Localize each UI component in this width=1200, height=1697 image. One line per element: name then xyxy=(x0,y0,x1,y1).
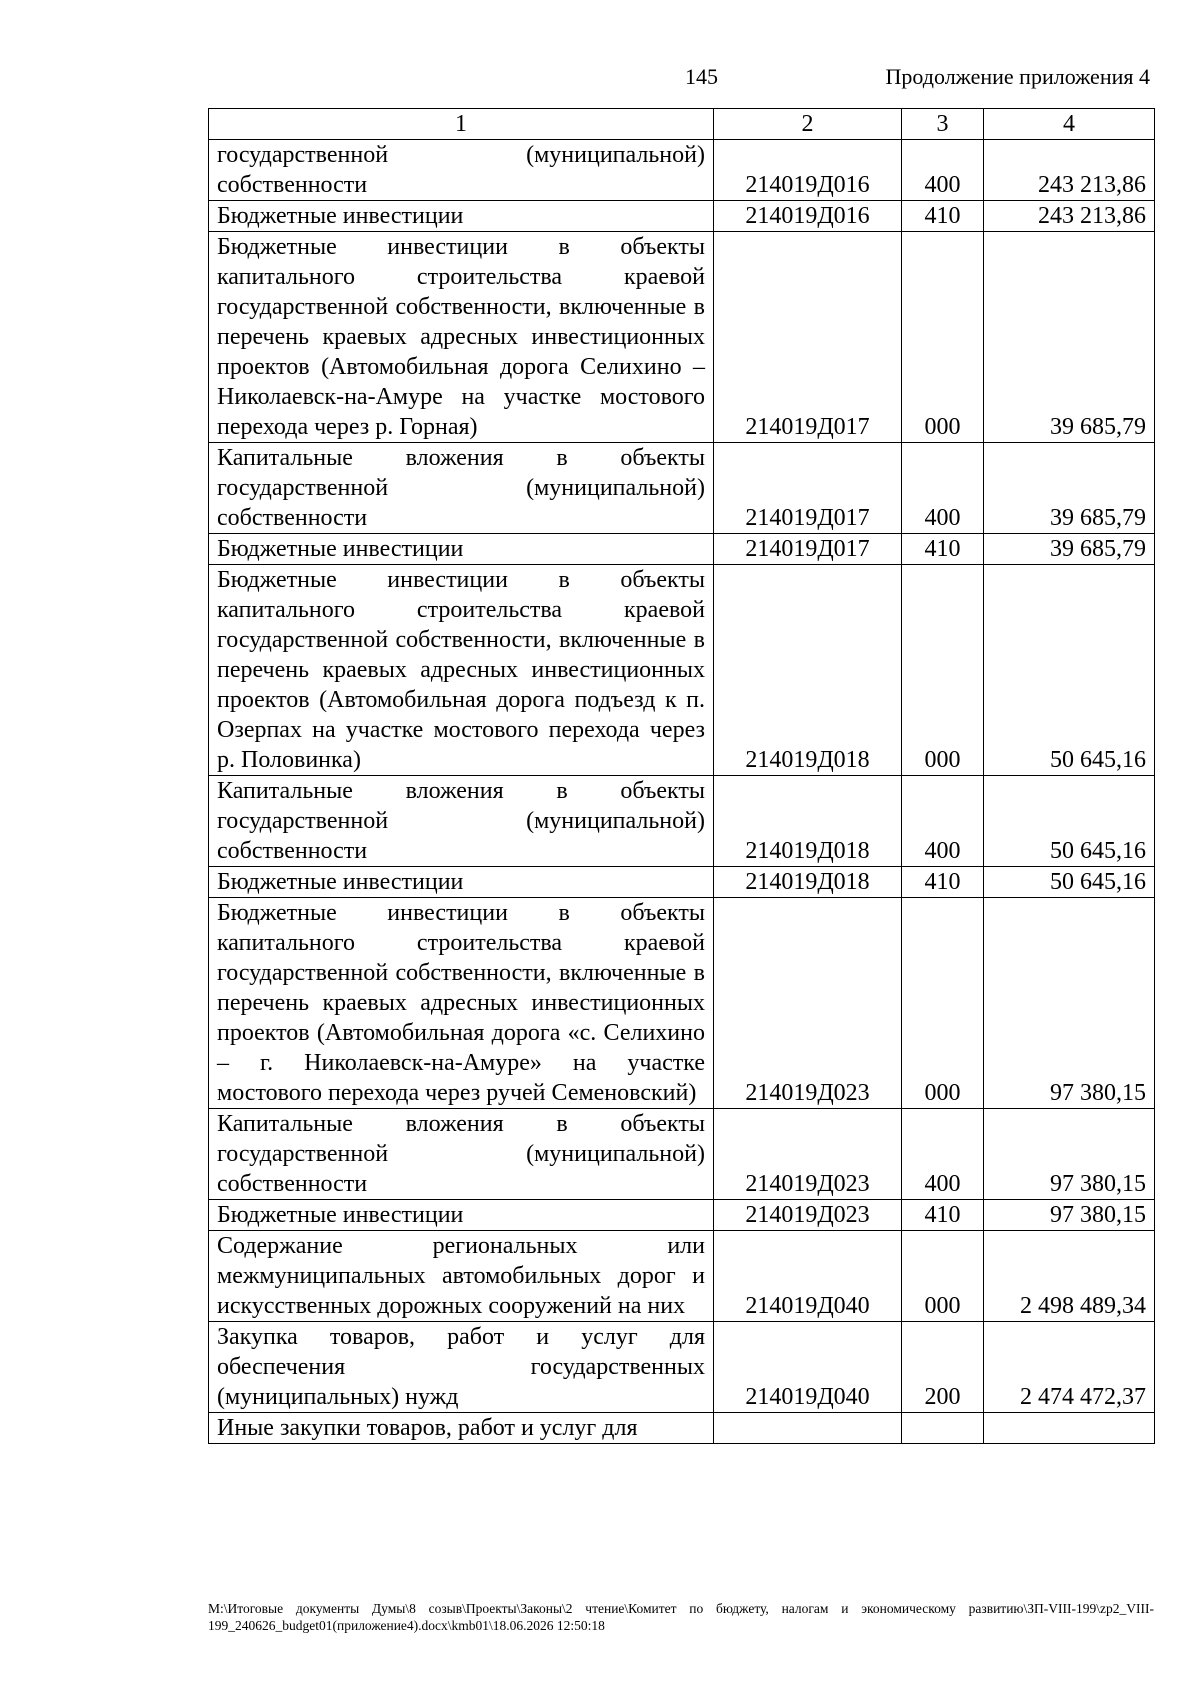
row-amount: 39 685,79 xyxy=(984,443,1155,534)
continuation-label: Продолжение приложения 4 xyxy=(885,64,1150,89)
row-type: 410 xyxy=(902,201,984,232)
row-code xyxy=(714,1413,902,1444)
row-code: 214019Д016 xyxy=(714,140,902,201)
table-row xyxy=(209,1109,1155,1200)
row-code: 214019Д017 xyxy=(714,534,902,565)
table-row xyxy=(209,201,1155,232)
row-type: 200 xyxy=(902,1322,984,1413)
row-amount: 97 380,15 xyxy=(984,1109,1155,1200)
row-type: 400 xyxy=(902,443,984,534)
row-amount: 243 213,86 xyxy=(984,140,1155,201)
row-code: 214019Д017 xyxy=(714,443,902,534)
table-row xyxy=(209,1322,1155,1413)
table-row xyxy=(209,776,1155,867)
row-code: 214019Д018 xyxy=(714,867,902,898)
row-amount: 39 685,79 xyxy=(984,232,1155,443)
row-code: 214019Д018 xyxy=(714,776,902,867)
row-name: Капитальные вложения в объекты государственной (муниципальной) собственности xyxy=(209,776,714,867)
document-path-footer: М:\Итоговые документы Думы\8 созыв\Проекты\Законы\2 чтение\Комитет по бюджету, налогам и экономическому развитию\ЗП-VIII-199\zp2_VIII-199_240626_budget01(приложение4).docx\kmb01\18.06.2026 12:50:18 xyxy=(208,1601,1154,1633)
row-name: Бюджетные инвестиции xyxy=(209,201,714,232)
row-amount: 2 474 472,37 xyxy=(984,1322,1155,1413)
row-name: Бюджетные инвестиции xyxy=(209,1200,714,1231)
column-header-3: 3 xyxy=(902,109,984,140)
table-row xyxy=(209,898,1155,1109)
row-code: 214019Д016 xyxy=(714,201,902,232)
table-row xyxy=(209,1200,1155,1231)
row-type: 410 xyxy=(902,534,984,565)
row-type: 000 xyxy=(902,232,984,443)
row-name: Капитальные вложения в объекты государственной (муниципальной) собственности xyxy=(209,443,714,534)
row-amount: 39 685,79 xyxy=(984,534,1155,565)
column-header-1: 1 xyxy=(209,109,714,140)
table-row xyxy=(209,1413,1155,1444)
row-amount: 97 380,15 xyxy=(984,1200,1155,1231)
row-code: 214019Д023 xyxy=(714,1200,902,1231)
budget-table xyxy=(208,108,1155,1444)
row-code: 214019Д018 xyxy=(714,565,902,776)
row-type: 400 xyxy=(902,776,984,867)
row-amount: 50 645,16 xyxy=(984,867,1155,898)
row-name: государственной (муниципальной) собственности xyxy=(209,140,714,201)
row-type: 400 xyxy=(902,140,984,201)
row-code: 214019Д040 xyxy=(714,1231,902,1322)
row-type xyxy=(902,1413,984,1444)
column-header-4: 4 xyxy=(984,109,1155,140)
row-type: 400 xyxy=(902,1109,984,1200)
table-row xyxy=(209,565,1155,776)
row-name: Бюджетные инвестиции в объекты капитального строительства краевой государственной собственности, включенные в перечень краевых адресных инвестиционных проектов (Автомобильная дорога Селихино – Николаевск-на-Амуре на участке мостового перехода через р. Горная) xyxy=(209,232,714,443)
row-code: 214019Д023 xyxy=(714,898,902,1109)
row-code: 214019Д023 xyxy=(714,1109,902,1200)
table-row xyxy=(209,232,1155,443)
row-type: 410 xyxy=(902,867,984,898)
row-type: 000 xyxy=(902,898,984,1109)
row-amount: 243 213,86 xyxy=(984,201,1155,232)
row-amount: 50 645,16 xyxy=(984,565,1155,776)
table-row xyxy=(209,1231,1155,1322)
table-row xyxy=(209,867,1155,898)
row-type: 000 xyxy=(902,1231,984,1322)
row-type: 410 xyxy=(902,1200,984,1231)
table-row xyxy=(209,443,1155,534)
row-amount: 50 645,16 xyxy=(984,776,1155,867)
row-name: Бюджетные инвестиции xyxy=(209,867,714,898)
row-code: 214019Д017 xyxy=(714,232,902,443)
row-amount: 2 498 489,34 xyxy=(984,1231,1155,1322)
row-name: Бюджетные инвестиции в объекты капитального строительства краевой государственной собственности, включенные в перечень краевых адресных инвестиционных проектов (Автомобильная дорога подъезд к п. Озерпах на участке мостового перехода через р. Половинка) xyxy=(209,565,714,776)
row-name: Капитальные вложения в объекты государственной (муниципальной) собственности xyxy=(209,1109,714,1200)
table-row xyxy=(209,534,1155,565)
column-header-2: 2 xyxy=(714,109,902,140)
row-amount xyxy=(984,1413,1155,1444)
table-row xyxy=(209,140,1155,201)
page-number: 145 xyxy=(685,64,718,89)
row-type: 000 xyxy=(902,565,984,776)
table-header-row xyxy=(209,109,1155,140)
row-name: Закупка товаров, работ и услуг для обеспечения государственных (муниципальных) нужд xyxy=(209,1322,714,1413)
row-name: Содержание региональных или межмуниципальных автомобильных дорог и искусственных дорожных сооружений на них xyxy=(209,1231,714,1322)
row-amount: 97 380,15 xyxy=(984,898,1155,1109)
row-name: Бюджетные инвестиции в объекты капитального строительства краевой государственной собственности, включенные в перечень краевых адресных инвестиционных проектов (Автомобильная дорога «с. Селихино – г. Николаевск-на-Амуре» на участке мостового перехода через ручей Семеновский) xyxy=(209,898,714,1109)
row-code: 214019Д040 xyxy=(714,1322,902,1413)
row-name: Бюджетные инвестиции xyxy=(209,534,714,565)
row-name: Иные закупки товаров, работ и услуг для xyxy=(209,1413,714,1444)
